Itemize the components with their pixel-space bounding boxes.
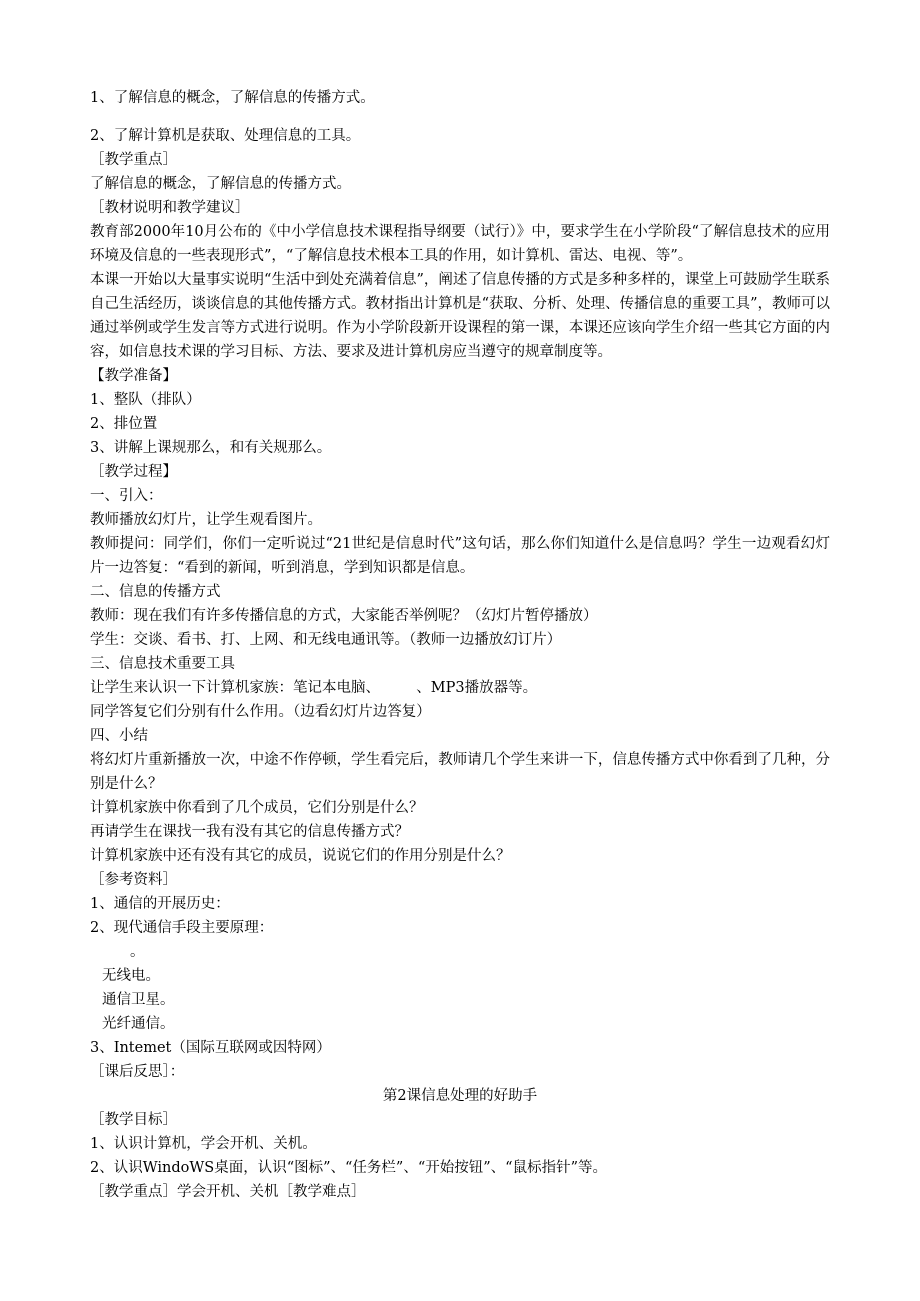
section-heading-textbook-notes: ［教材说明和教学建议］	[90, 200, 250, 216]
document-page	[90, 86, 830, 1204]
section-heading-reflection: ［课后反思］：	[90, 1064, 185, 1080]
process-text: 教师：现在我们有许多传播信息的方式，大家能否举例呢？（幻灯片暂停播放）	[90, 608, 598, 624]
lesson-2-key-points: ［教学重点］学会开机、关机［教学难点］	[90, 1184, 366, 1200]
process-text: 让学生来认识一下计算机家族：笔记本电脑、 、MP3播放器等。	[90, 680, 538, 696]
lesson-2-title: 第2课信息处理的好助手	[382, 1088, 538, 1104]
reference-item-1: 1、通信的开展历史：	[90, 896, 230, 912]
section-heading-process: ［教学过程】	[90, 464, 177, 480]
textbook-notes-paragraph-1: 教育部2000年10月公布的《中小学信息技术课程指导纲要（试行）》中，要求学生在小学阶段“了解信息技术的应用环境及信息的一些表现形式”，“了解信息技术根本工具的作用，如计算机、雷达、电视、等”。	[90, 224, 830, 264]
summary-question: 计算机家族中你看到了几个成员，它们分别是什么？	[90, 800, 424, 816]
reference-subitem: 通信卫星。	[102, 992, 175, 1008]
key-points-text: 了解信息的概念，了解信息的传播方式。	[90, 176, 351, 192]
preparation-item-2: 2、排位置	[90, 416, 158, 432]
section-heading-preparation: 【教学准备】	[90, 368, 177, 384]
process-text: 同学答复它们分别有什么作用。（边看幻灯片边答复）	[90, 704, 431, 720]
objective-1: 1、了解信息的概念，了解信息的传播方式。	[90, 90, 375, 106]
reference-item-3: 3、Intemet（国际互联网或因特网）	[90, 1040, 331, 1056]
lesson-2-objective-2: 2、认识WindoWS桌面，认识“图标”、“任务栏”、“开始按钮”、“鼠标指针”等。	[90, 1160, 607, 1176]
textbook-notes-paragraph-2: 本课一开始以大量事实说明“生活中到处充满着信息”，阐述了信息传播的方式是多种多样的，课堂上可鼓励学生联系自己生活经历，谈谈信息的其他传播方式。教材指出计算机是“获取、分析、处理、传播信息的重要工具”，教师可以通过举例或学生发言等方式进行说明。作为小学阶段新开设课程的第一课，本课还应该向学生介绍一些其它方面的内容，如信息技术课的学习目标、方法、要求及进计算机房应当遵守的规章制度等。	[90, 272, 830, 360]
section-heading-objectives: ［教学目标］	[90, 1112, 177, 1128]
summary-question: 计算机家族中还有没有其它的成员，说说它们的作用分别是什么？	[90, 848, 511, 864]
summary-paragraph: 将幻灯片重新播放一次，中途不作停顿，学生看完后，教师请几个学生来讲一下，信息传播方式中你看到了几种，分别是什么？	[90, 752, 830, 792]
reference-subitem: 光纤通信。	[102, 1016, 175, 1032]
process-text: 学生：交谈、看书、打、上网、和无线电通讯等。（教师一边播放幻订片）	[90, 632, 562, 648]
lesson-2-objective-1: 1、认识计算机，学会开机、关机。	[90, 1136, 317, 1152]
reference-item-2: 2、现代通信手段主要原理：	[90, 920, 274, 936]
process-text: 教师播放幻灯片，让学生观看图片。	[90, 512, 322, 528]
summary-question: 再请学生在课找一我有没有其它的信息传播方式？	[90, 824, 409, 840]
preparation-item-1: 1、整队（排队）	[90, 392, 201, 408]
reference-subitem: 。	[130, 944, 145, 960]
preparation-item-3: 3、讲解上课规那么，和有关规那么。	[90, 440, 332, 456]
process-step-4-heading: 四、小结	[90, 728, 148, 744]
process-step-1-heading: 一、引入：	[90, 488, 163, 504]
reference-subitem: 无线电。	[102, 968, 160, 984]
section-heading-references: ［参考资料］	[90, 872, 177, 888]
process-step-2-heading: 二、信息的传播方式	[90, 584, 221, 600]
objective-2: 2、了解计算机是获取、处理信息的工具。	[90, 128, 361, 144]
process-step-3-heading: 三、信息技术重要工具	[90, 656, 235, 672]
section-heading-key-points: ［教学重点］	[90, 152, 177, 168]
process-paragraph: 教师提问：同学们，你们一定听说过“21世纪是信息时代”这句话，那么你们知道什么是信息吗？学生一边观看幻灯片一边答复：“看到的新闻，听到消息，学到知识都是信息。	[90, 536, 830, 576]
